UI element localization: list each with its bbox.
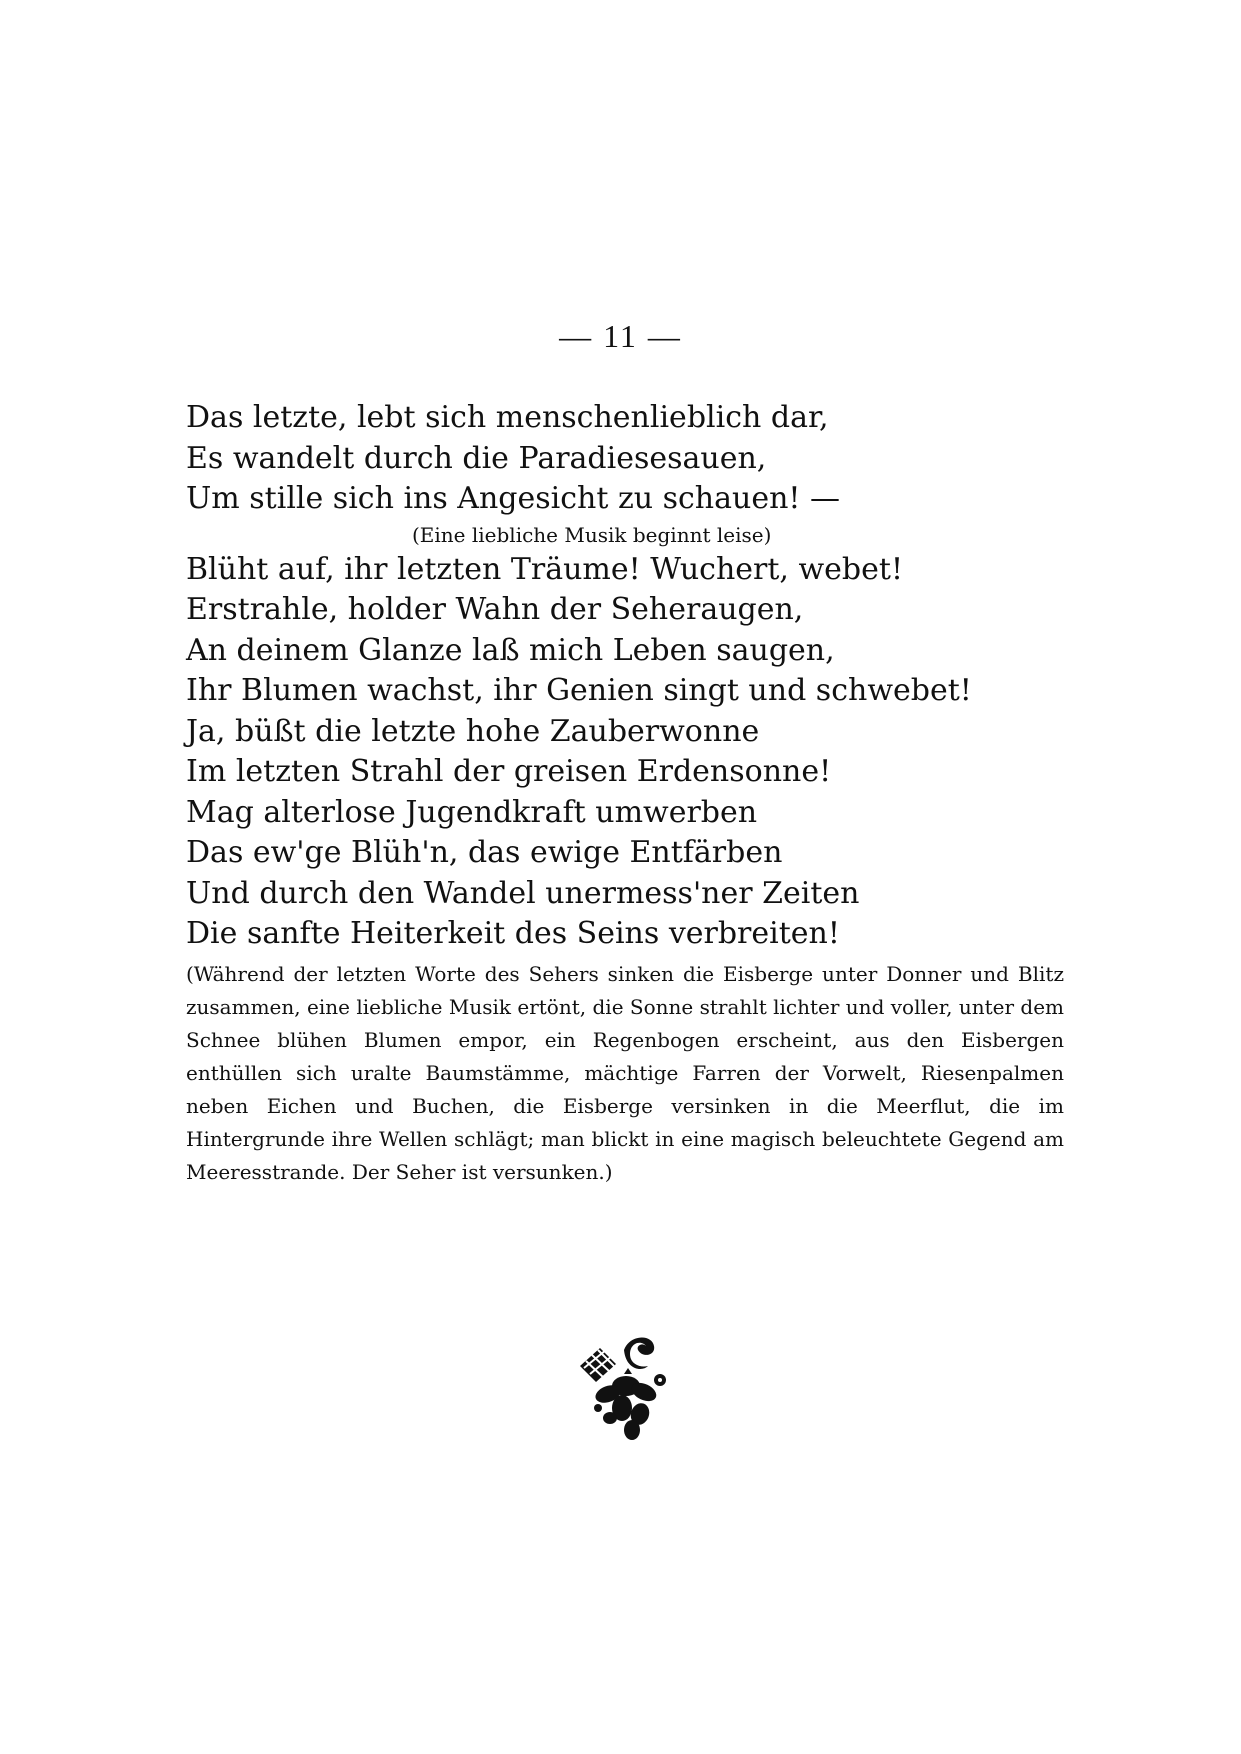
page-number: — 11 — [559, 318, 682, 354]
stage-direction-block: (Während der letzten Worte des Sehers sinken die Eisberge unter Donner und Blitz zusammen, eine liebliche Musik ertönt, die Sonne strahlt lichter und voller, unter dem Schnee blühen Blumen empor, ein Regenbogen erscheint, aus den Eisbergen enthüllen sich uralte Baumstämme, mächtige Farren der Vorwelt, Riesenpalmen neben Eichen und Buchen, die Eisberge versinken in die Meerflut, die im Hintergrunde ihre Wellen schlägt; man blickt in eine magisch beleuchtete Gegend am Meeresstrande. Der Seher ist versunken.) [186, 962, 1064, 1184]
verse-line: Um stille sich ins Angesicht zu schauen! — [186, 481, 840, 516]
verse-line: Es wandelt durch die Paradiesesauen, [186, 440, 767, 476]
floral-vignette-icon [572, 1328, 682, 1443]
verse-line: Ihr Blumen wachst, ihr Genien singt und schwebet! [186, 673, 972, 708]
stage-direction-inline: (Eine liebliche Musik beginnt leise) [412, 522, 772, 547]
verse-line: Und durch den Wandel unermess'ner Zeiten [186, 875, 860, 911]
verse-line: Mag alterlose Jugendkraft umwerben [186, 794, 758, 830]
verse-line: Erstrahle, holder Wahn der Seheraugen, [186, 592, 804, 627]
verse-line: Blüht auf, ihr letzten Träume! Wuchert, webet! [186, 551, 903, 587]
verse-line: Das ew'ge Blüh'n, das ewige Entfärben [186, 835, 783, 870]
verse-line: An deinem Glanze laß mich Leben saugen, [186, 632, 835, 668]
verse-line: Ja, büßt die letzte hohe Zauberwonne [186, 713, 760, 749]
verse-line: Im letzten Strahl der greisen Erdensonne! [186, 754, 832, 789]
verse-line: Die sanfte Heiterkeit des Seins verbreiten! [186, 916, 840, 951]
verse-line: Das letzte, lebt sich menschenlieblich dar, [186, 400, 829, 435]
verse-block [186, 398, 1086, 955]
